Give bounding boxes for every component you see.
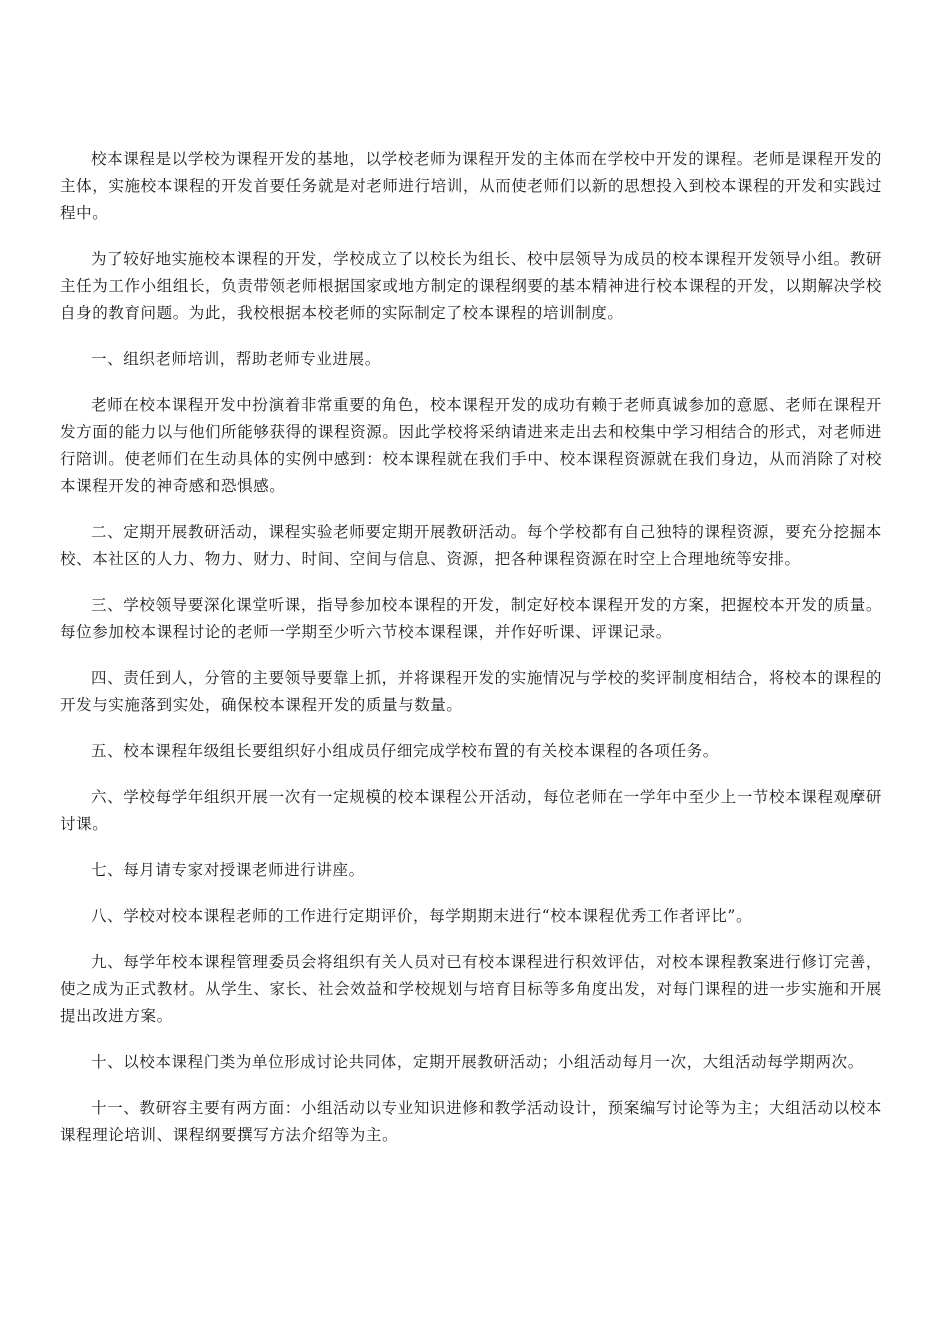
paragraph-item-8: 八、学校对校本课程老师的工作进行定期评价，每学期期末进行“校本课程优秀工作者评比”。 [91,907,753,925]
paragraph-leadership: 为了较好地实施校本课程的开发，学校成立了以校长为组长、校中层领导为成员的校本课程开发领导小组。教研主任为工作小组组长，负责带领老师根据国家或地方制定的课程纲要的基本精神进行校本课程的开发，以期解决学校自身的教育问题。为此，我校根据本校老师的实际制定了校本课程的培训制度。 [60,250,882,322]
paragraph-item-6: 六、学校每学年组织开展一次有一定规模的校本课程公开活动，每位老师在一学年中至少上一节校本课程观摩研讨课。 [60,788,882,833]
paragraph-item-4: 四、责任到人，分管的主要领导要靠上抓，并将课程开发的实施情况与学校的奖评制度相结合，将校本的课程的开发与实施落到实处，确保校本课程开发的质量与数量。 [60,669,882,714]
paragraph-item-7: 七、每月请专家对授课老师进行讲座。 [91,861,365,879]
document-page [60,146,882,1168]
paragraph-intro: 校本课程是以学校为课程开发的基地，以学校老师为课程开发的主体而在学校中开发的课程。老师是课程开发的主体，实施校本课程的开发首要任务就是对老师进行培训，从而使老师们以新的思想投入到校本课程的开发和实践过程中。 [60,150,882,222]
paragraph-item-10: 十、以校本课程门类为单位形成讨论共同体，定期开展教研活动；小组活动每月一次，大组活动每学期两次。 [91,1053,864,1071]
paragraph-item-1-heading: 一、组织老师培训，帮助老师专业进展。 [91,350,381,368]
paragraph-item-2: 二、定期开展教研活动，课程实验老师要定期开展教研活动。每个学校都有自己独特的课程资源，要充分挖掘本校、本社区的人力、物力、财力、时间、空间与信息、资源，把各种课程资源在时空上合理地统等安排。 [60,523,882,568]
paragraph-item-5: 五、校本课程年级组长要组织好小组成员仔细完成学校布置的有关校本课程的各项任务。 [91,742,719,760]
paragraph-item-11: 十一、教研容主要有两方面：小组活动以专业知识进修和教学活动设计，预案编写讨论等为主；大组活动以校本课程理论培训、课程纲要撰写方法介绍等为主。 [60,1099,882,1144]
paragraph-item-1-body: 老师在校本课程开发中扮演着非常重要的角色，校本课程开发的成功有赖于老师真诚参加的意愿、老师在课程开发方面的能力以与他们所能够获得的课程资源。因此学校将采纳请进来走出去和校集中学习相结合的形式，对老师进行陪训。使老师们在生动具体的实例中感到：校本课程就在我们手中、校本课程资源就在我们身边，从而消除了对校本课程开发的神奇感和恐惧感。 [60,396,882,495]
paragraph-item-3: 三、学校领导要深化课堂听课，指导参加校本课程的开发，制定好校本课程开发的方案，把握校本开发的质量。每位参加校本课程讨论的老师一学期至少听六节校本课程课，并作好听课、评课记录。 [60,596,882,641]
paragraph-item-9: 九、每学年校本课程管理委员会将组织有关人员对已有校本课程进行积效评估，对校本课程教案进行修订完善，使之成为正式教材。从学生、家长、社会效益和学校规划与培育目标等多角度出发，对每门课程的进一步实施和开展提出改进方案。 [60,953,882,1025]
